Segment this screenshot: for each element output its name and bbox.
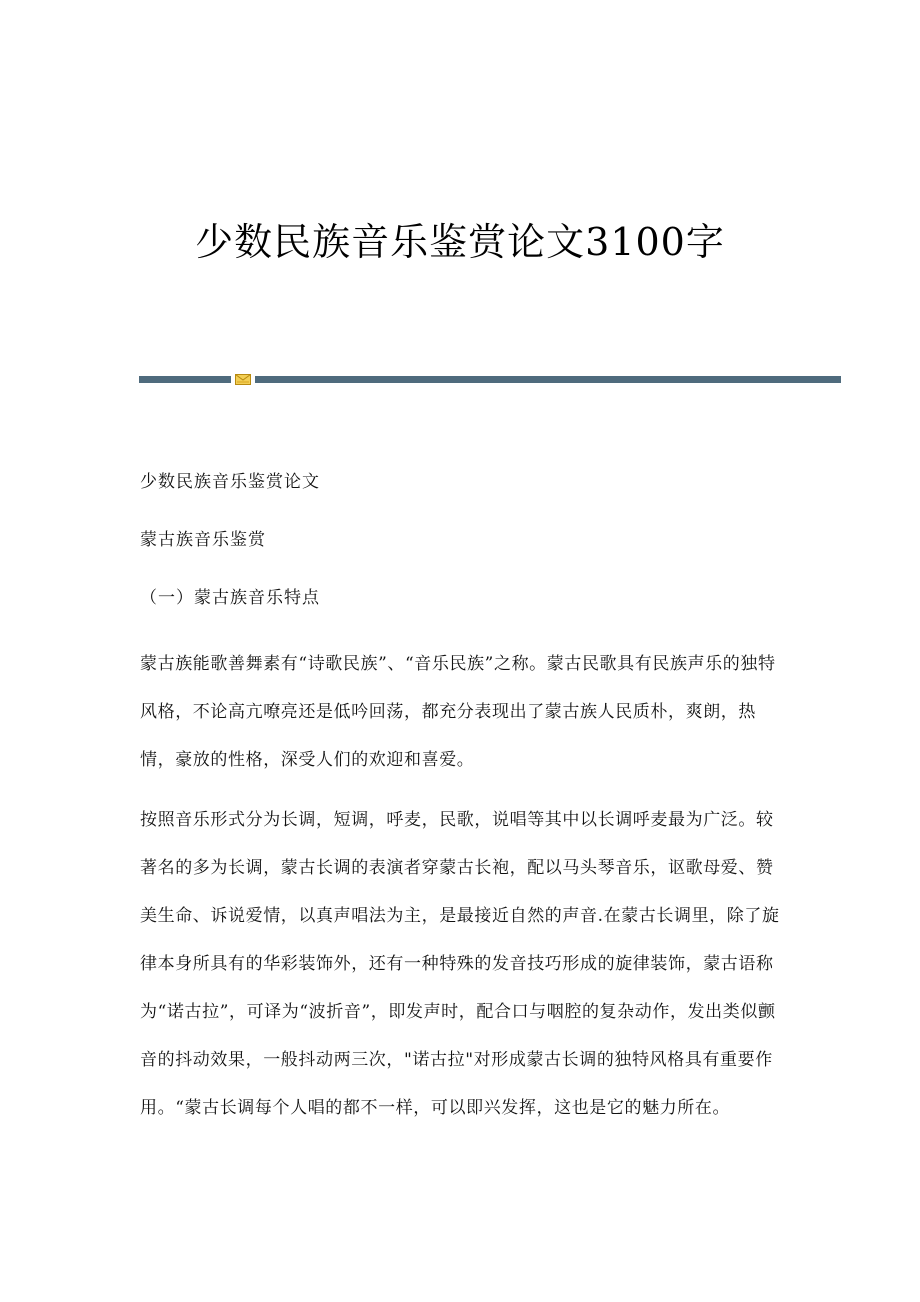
document-title: 少数民族音乐鉴赏论文3100字: [195, 220, 725, 264]
divider-bar-right: [255, 376, 841, 383]
body-paragraph: 按照音乐形式分为长调，短调，呼麦，民歌，说唱等其中以长调呼麦最为广泛。较著名的多为长调，蒙古长调的表演者穿蒙古长袍，配以马头琴音乐，讴歌母爱、赞美生命、诉说爱情，以真声唱法为主，是最接近自然的声音.在蒙古长调里，除了旋律本身所具有的华彩装饰外，还有一种特殊的发音技巧形成的旋律装饰，蒙古语称为“诺古拉”，可译为“波折音”，即发声时，配合口与咽腔的复杂动作，发出类似颤音的抖动效果，一般抖动两三次，"诺古拉"对形成蒙古长调的独特风格具有重要作用。“蒙古长调每个人唱的都不一样，可以即兴发挥，这也是它的魅力所在。: [140, 810, 780, 1118]
document-body: [140, 466, 790, 1144]
body-paragraph: 蒙古族能歌善舞素有“诗歌民族”、“音乐民族”之称。蒙古民歌具有民族声乐的独特风格，不论高亢嘹亮还是低吟回荡，都充分表现出了蒙古族人民质朴，爽朗，热情，豪放的性格，深受人们的欢迎和喜爱。: [140, 654, 776, 770]
subsection-heading: 蒙古族音乐鉴赏: [140, 530, 266, 550]
envelope-icon: [235, 374, 251, 385]
section-heading: 少数民族音乐鉴赏论文: [140, 472, 320, 492]
title-divider: [139, 374, 841, 385]
subsection-heading: （一）蒙古族音乐特点: [140, 588, 320, 608]
divider-bar-left: [139, 376, 231, 383]
